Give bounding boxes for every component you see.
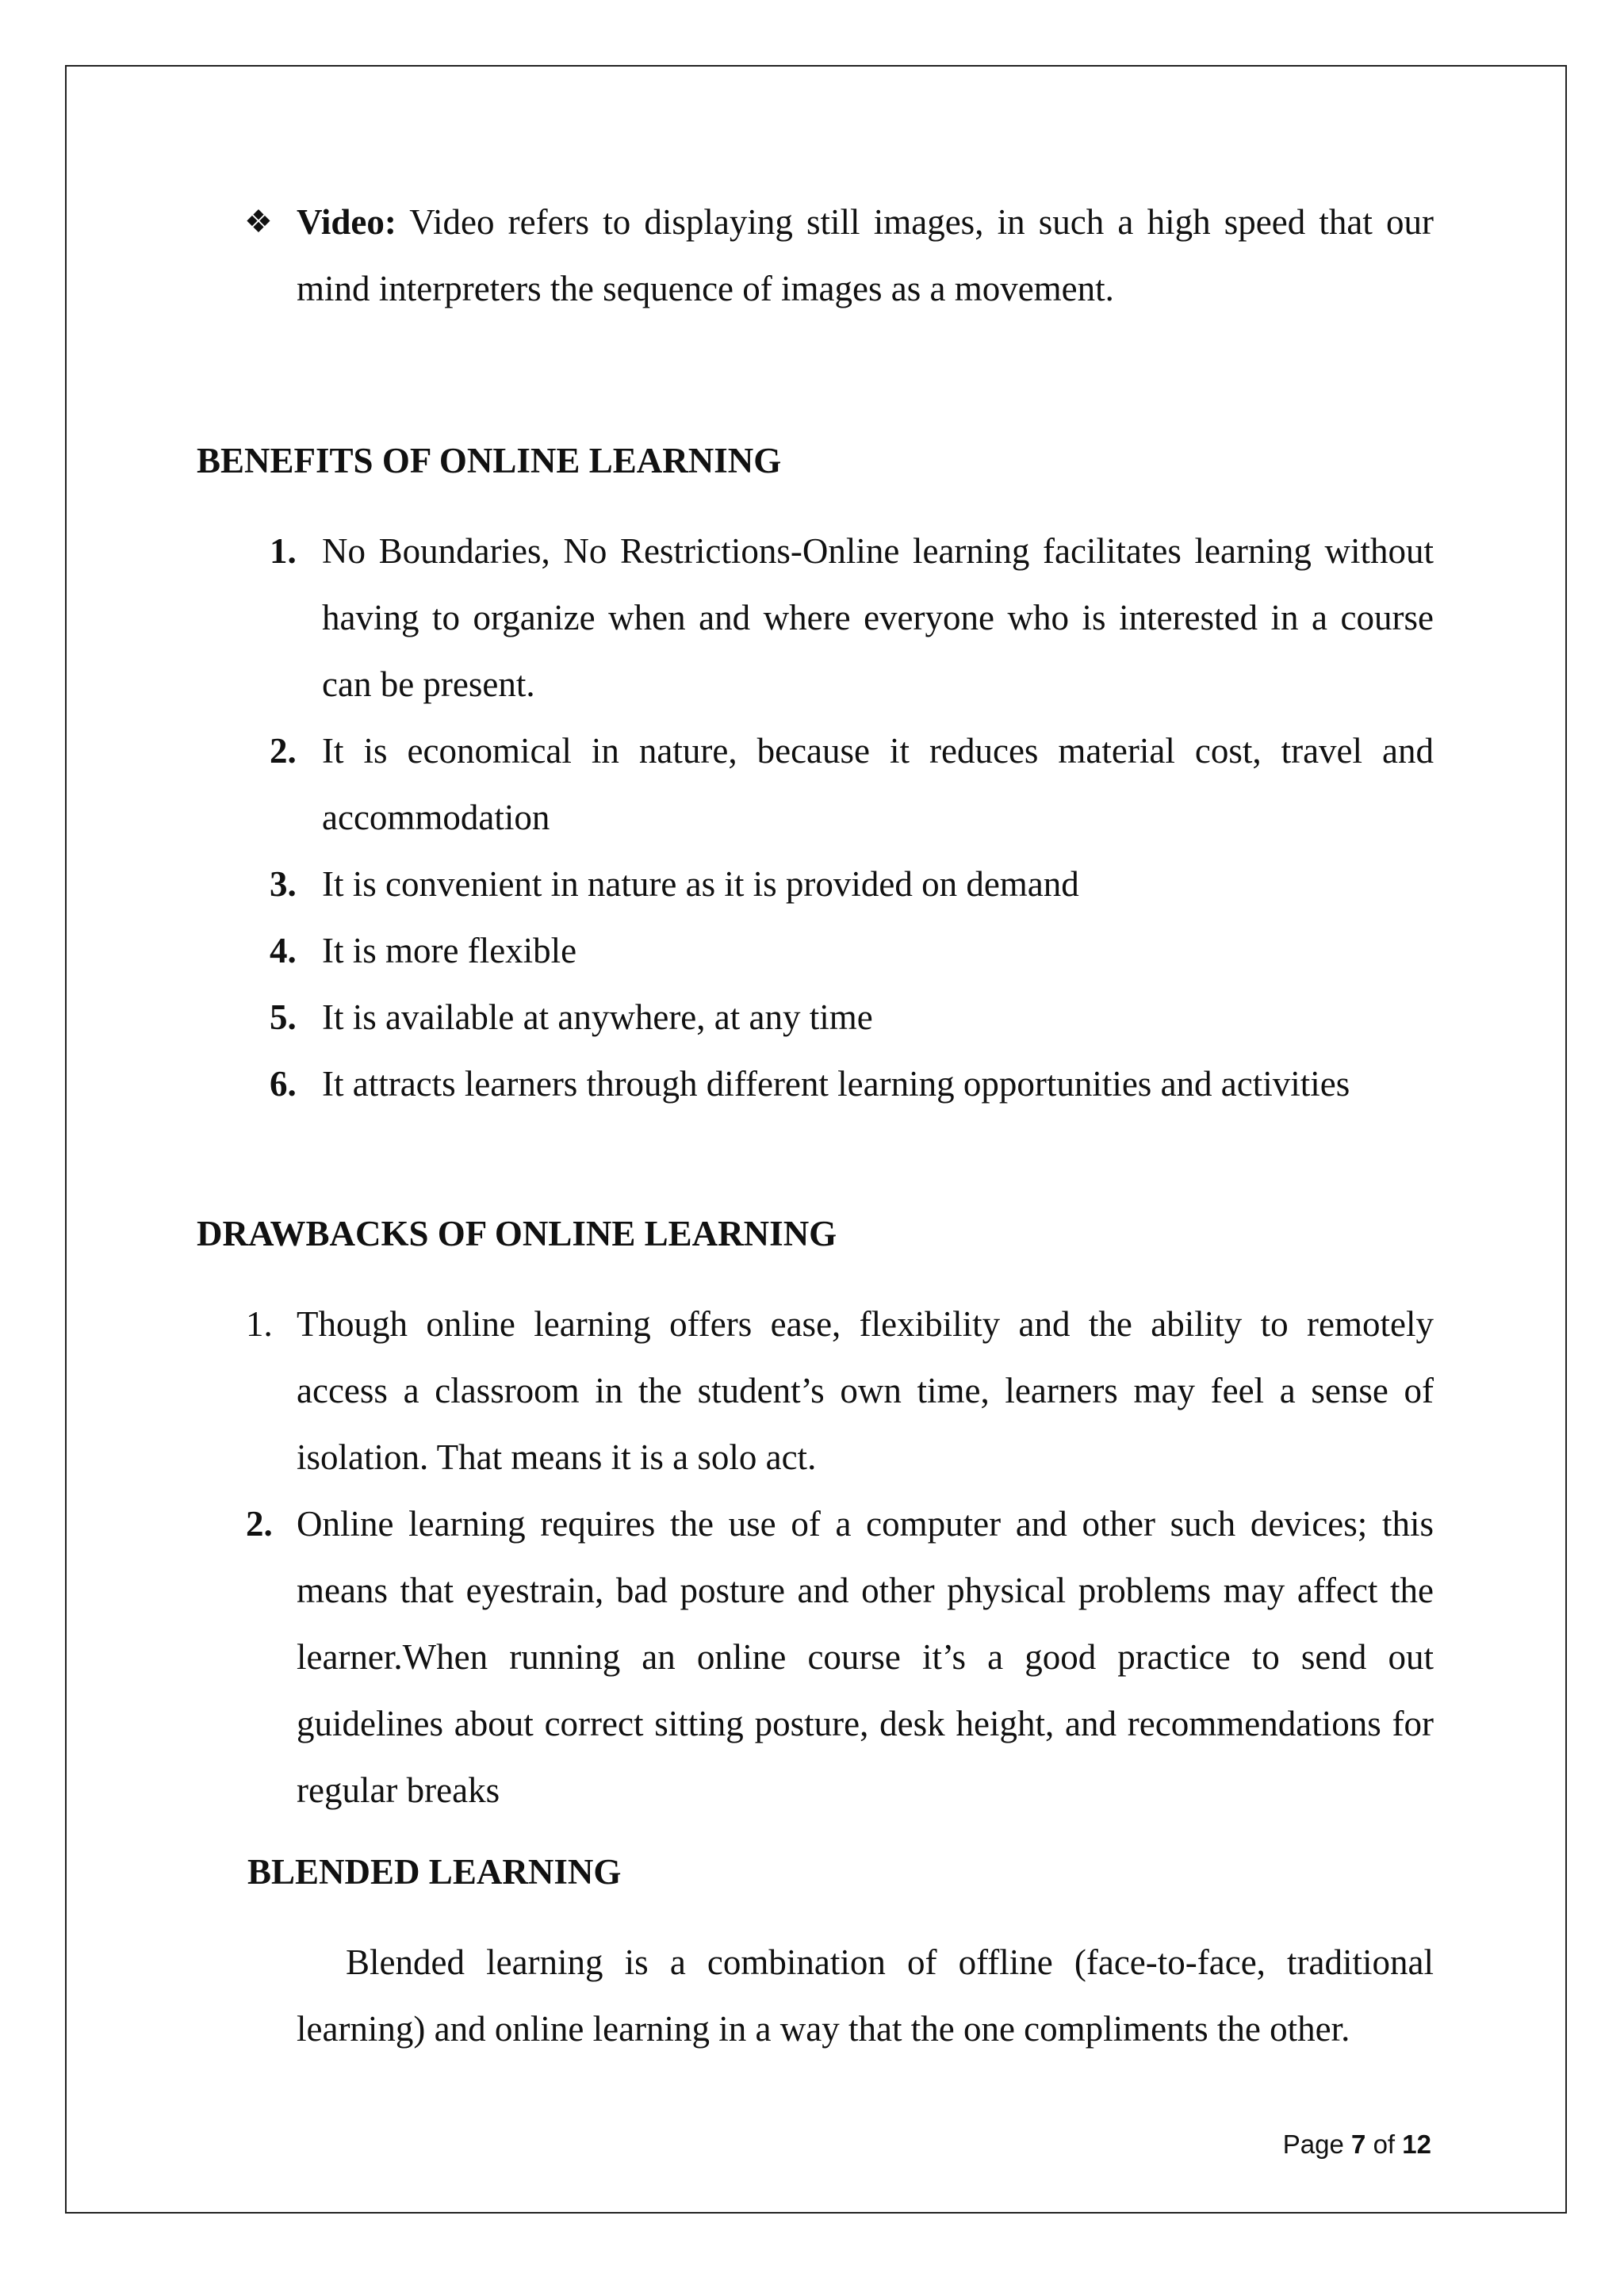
list-item [197,1490,1434,1823]
list-number: 2. [270,731,297,771]
list-item [197,1291,1434,1490]
page-word: Page [1282,2130,1344,2159]
list-item [197,984,1434,1050]
list-text: It attracts learners through different learning opportunities and activities [322,1064,1350,1104]
list-item [197,518,1434,718]
list-number: 5. [270,997,297,1037]
blended-block [297,1929,1434,2062]
list-number: 2. [246,1504,273,1544]
list-text: It is economical in nature, because it reduces material cost, travel and accommodation [322,731,1434,837]
list-number: 3. [270,864,297,904]
list-text: It is available at anywhere, at any time [322,997,873,1037]
list-number: 4. [270,931,297,970]
total-pages: 12 [1402,2130,1431,2159]
video-paragraph [297,189,1434,322]
benefits-heading: BENEFITS OF ONLINE LEARNING [197,441,782,480]
drawbacks-heading: DRAWBACKS OF ONLINE LEARNING [197,1214,837,1253]
benefits-list [197,518,1434,1117]
list-item [197,851,1434,917]
page-number-footer [1283,2130,1431,2160]
video-label: Video: [297,202,396,242]
list-number: 6. [270,1064,297,1104]
list-text: Online learning requires the use of a computer and other such devices; this means that eyestrain, bad posture and other physical problems may affect the learner.When running an online course it’s a good practice to send out guidelines about correct sitting posture, desk height, and recommendations for regular breaks [297,1504,1434,1810]
list-item [197,1050,1434,1117]
list-number: 1. [270,531,297,571]
of-word: of [1373,2130,1396,2159]
list-text: It is more flexible [322,931,577,970]
list-number: 1. [246,1304,273,1344]
list-item [197,718,1434,851]
diamond-bullet-icon: ❖ [244,204,273,239]
list-text: Though online learning offers ease, flexibility and the ability to remotely access a classroom in the student’s own time, learners may feel a sense of isolation. That means it is a solo act. [297,1304,1434,1477]
blended-heading: BLENDED LEARNING [247,1852,622,1892]
list-text: It is convenient in nature as it is provided on demand [322,864,1079,904]
list-text: No Boundaries, No Restrictions-Online learning facilitates learning without having to organize when and where everyone who is interested in a course can be present. [322,531,1434,704]
video-bullet [197,189,1434,322]
list-item [197,917,1434,984]
drawbacks-list [197,1291,1434,1823]
video-text: Video refers to displaying still images, in such a high speed that our mind interpreters the sequence of images as a movement. [297,202,1434,308]
blended-paragraph: Blended learning is a combination of offline (face-to-face, traditional learning) and online learning in a way that the one compliments the other. [297,1942,1434,2049]
current-page: 7 [1351,2130,1366,2159]
